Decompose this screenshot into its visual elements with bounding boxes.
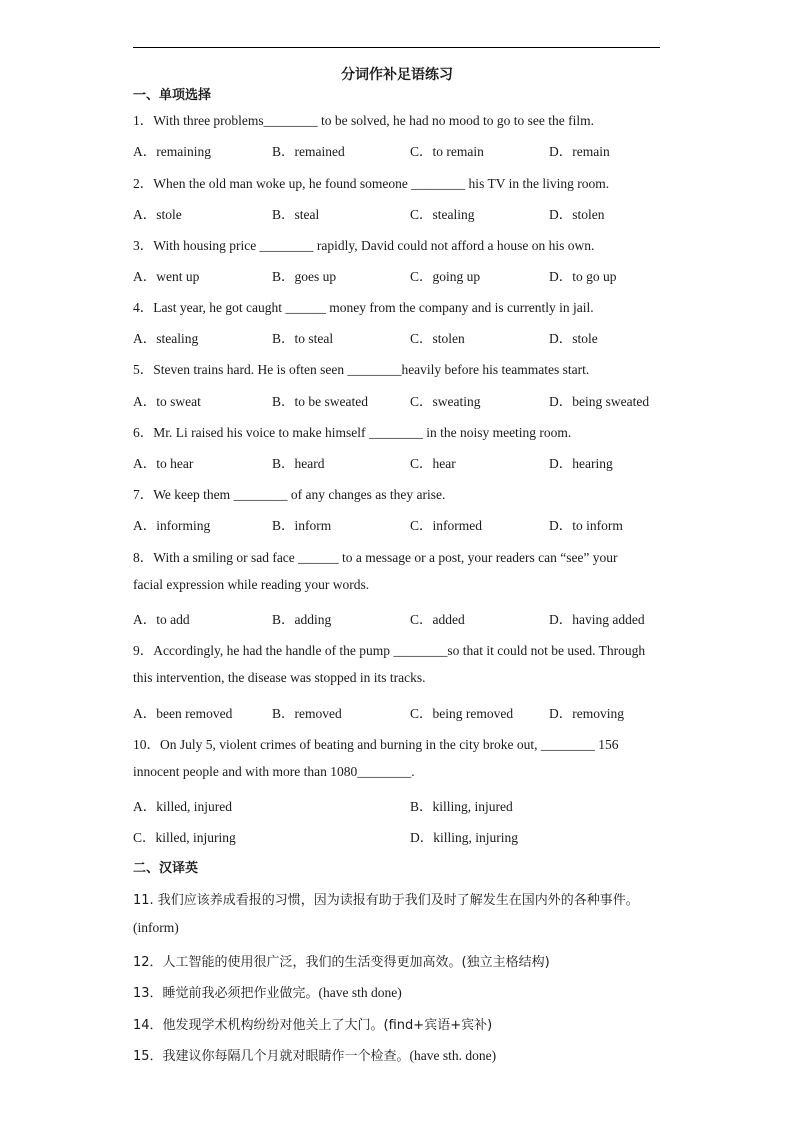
question-8-stem-cont: facial expression while reading your words. — [133, 577, 370, 592]
question-14 — [133, 1014, 492, 1033]
q6-option-b[interactable]: B．heard — [272, 456, 325, 471]
question-10-stem: 10．On July 5, violent crimes of beating and burning in the city broke out, ________ 156 — [133, 737, 619, 752]
question-8-stem: 8．With a smiling or sad face ______ to a message or a post, your readers can “see” your — [133, 550, 618, 565]
q7-option-a[interactable]: A．informing — [133, 518, 211, 533]
q7-option-b[interactable]: B．inform — [272, 518, 332, 533]
q5-option-a[interactable]: A．to sweat — [133, 394, 201, 409]
question-9-stem: 9．Accordingly, he had the handle of the pump ________so that it could not be used. Through — [133, 643, 646, 658]
section-heading-choice: 一、单项选择 — [133, 88, 212, 103]
q10-option-d[interactable]: D．killing, injuring — [410, 830, 518, 845]
q7-option-c[interactable]: C．informed — [410, 518, 482, 533]
q5-option-b[interactable]: B．to be sweated — [272, 394, 368, 409]
q1-option-b[interactable]: B．remained — [272, 144, 345, 159]
q6-option-d[interactable]: D．hearing — [549, 456, 613, 471]
q2-option-b[interactable]: B．steal — [272, 207, 320, 222]
q2-option-c[interactable]: C．stealing — [410, 207, 475, 222]
question-13-hint: (have sth done) — [318, 985, 402, 1000]
q4-option-b[interactable]: B．to steal — [272, 331, 334, 346]
question-3-stem: 3．With housing price ________ rapidly, David could not afford a house on his own. — [133, 238, 595, 253]
question-10-stem-cont: innocent people and with more than 1080________. — [133, 764, 415, 779]
q8-option-b[interactable]: B．adding — [272, 612, 332, 627]
q10-option-a[interactable]: A．killed, injured — [133, 799, 232, 814]
q8-option-c[interactable]: C．added — [410, 612, 465, 627]
q2-option-a[interactable]: A．stole — [133, 207, 182, 222]
q1-option-c[interactable]: C．to remain — [410, 144, 484, 159]
q3-option-b[interactable]: B．goes up — [272, 269, 337, 284]
header-rule — [133, 47, 660, 48]
question-13-chinese: 13．睡觉前我必须把作业做完。 — [133, 986, 319, 1001]
q10-option-b[interactable]: B．killing, injured — [410, 799, 513, 814]
q5-option-d[interactable]: D．being sweated — [549, 394, 650, 409]
question-15-chinese: 15．我建议你每隔几个月就对眼睛作一个检查。 — [133, 1049, 410, 1064]
question-5-stem: 5．Steven trains hard. He is often seen ________heavily before his teammates start. — [133, 362, 590, 377]
q9-option-b[interactable]: B．removed — [272, 706, 342, 721]
q6-option-a[interactable]: A．to hear — [133, 456, 194, 471]
question-11-hint: (inform) — [133, 920, 179, 935]
q9-option-d[interactable]: D．removing — [549, 706, 624, 721]
question-9-stem-cont: this intervention, the disease was stopped in its tracks. — [133, 670, 426, 685]
q2-option-d[interactable]: D．stolen — [549, 207, 605, 222]
question-12-chinese: 12．人工智能的使用很广泛，我们的生活变得更加高效。 — [133, 955, 462, 970]
question-12-hint: (独立主格结构) — [461, 955, 550, 970]
q4-option-a[interactable]: A．stealing — [133, 331, 199, 346]
q9-option-c[interactable]: C．being removed — [410, 706, 514, 721]
question-6-stem: 6．Mr. Li raised his voice to make himself ________ in the noisy meeting room. — [133, 425, 572, 440]
q1-option-a[interactable]: A．remaining — [133, 144, 211, 159]
q10-option-c[interactable]: C．killed, injuring — [133, 830, 236, 845]
question-11-chinese: 11. 我们应该养成看报的习惯，因为读报有助于我们及时了解发生在国内外的各种事件。 — [133, 893, 639, 908]
q3-option-a[interactable]: A．went up — [133, 269, 200, 284]
question-1-stem: 1．With three problems________ to be solved, he had no mood to go to see the film. — [133, 113, 595, 128]
question-2-stem: 2．When the old man woke up, he found someone ________ his TV in the living room. — [133, 176, 610, 191]
q4-option-d[interactable]: D．stole — [549, 331, 598, 346]
question-4-stem: 4．Last year, he got caught ______ money from the company and is currently in jail. — [133, 300, 594, 315]
q1-option-d[interactable]: D．remain — [549, 144, 610, 159]
question-15-hint: (have sth. done) — [409, 1048, 497, 1063]
section-heading-translation: 二、汉译英 — [133, 861, 199, 876]
q4-option-c[interactable]: C．stolen — [410, 331, 465, 346]
question-15 — [133, 1045, 496, 1064]
question-7-stem: 7．We keep them ________ of any changes as they arise. — [133, 487, 446, 502]
q6-option-c[interactable]: C．hear — [410, 456, 456, 471]
q7-option-d[interactable]: D．to inform — [549, 518, 623, 533]
q8-option-a[interactable]: A．to add — [133, 612, 190, 627]
q3-option-d[interactable]: D．to go up — [549, 269, 617, 284]
q9-option-a[interactable]: A．been removed — [133, 706, 233, 721]
page-title: 分词作补足语练习 — [341, 67, 453, 83]
question-14-chinese: 14．他发现学术机构纷纷对他关上了大门。 — [133, 1018, 384, 1033]
question-12 — [133, 951, 550, 970]
q3-option-c[interactable]: C．going up — [410, 269, 481, 284]
q8-option-d[interactable]: D．having added — [549, 612, 645, 627]
question-13 — [133, 982, 402, 1001]
question-14-hint: (find+宾语+宾补) — [383, 1018, 493, 1033]
q5-option-c[interactable]: C．sweating — [410, 394, 481, 409]
